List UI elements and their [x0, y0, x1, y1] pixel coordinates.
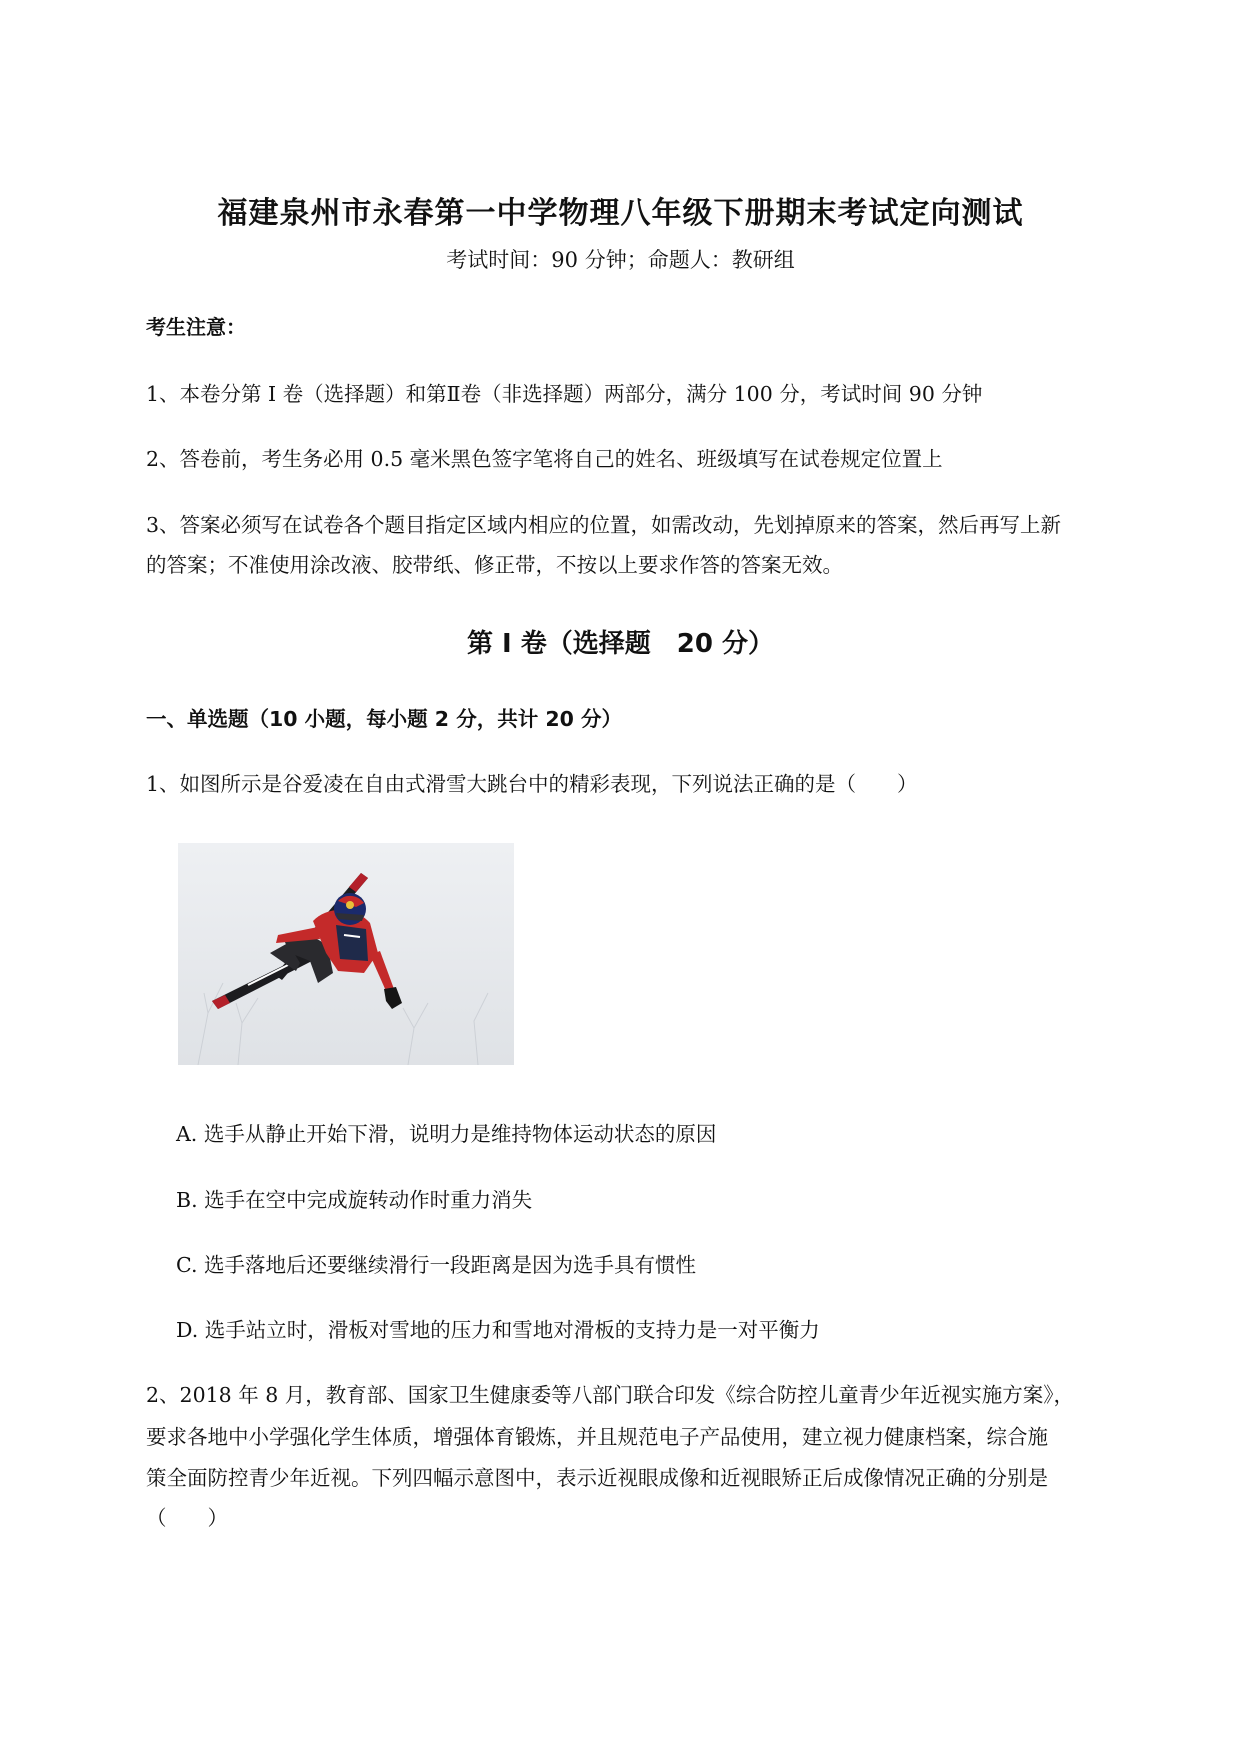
- notice-heading: 考生注意：: [146, 315, 246, 339]
- question-2-line-1: 2、2018 年 8 月，教育部、国家卫生健康委等八部门联合印发《综合防控儿童青少年近视实施方案》，: [146, 1383, 1075, 1407]
- notice-item-2: 2、答卷前，考生务必用 0.5 毫米黑色签字笔将自己的姓名、班级填写在试卷规定位置上: [146, 447, 943, 471]
- exam-info: 考试时间：90 分钟；命题人：教研组: [446, 248, 795, 272]
- question-2-line-4: （ ）: [146, 1506, 228, 1530]
- section-title: 第 I 卷（选择题 20 分）: [466, 629, 774, 659]
- question-1-stem: 1、如图所示是谷爱凌在自由式滑雪大跳台中的精彩表现，下列说法正确的是（ ）: [146, 772, 918, 796]
- page-title: 福建泉州市永春第一中学物理八年级下册期末考试定向测试: [217, 196, 1024, 231]
- question-2-line-3: 策全面防控青少年近视。下列四幅示意图中，表示近视眼成像和近视眼矫正后成像情况正确的分别是: [146, 1466, 1048, 1490]
- notice-item-1: 1、本卷分第 I 卷（选择题）和第Ⅱ卷（非选择题）两部分，满分 100 分，考试时间 90 分钟: [146, 382, 983, 406]
- option-a: A. 选手从静止开始下滑，说明力是维持物体运动状态的原因: [176, 1122, 717, 1146]
- part-heading: 一、单选题（10 小题，每小题 2 分，共计 20 分）: [146, 707, 623, 731]
- option-d: D. 选手站立时，滑板对雪地的压力和雪地对滑板的支持力是一对平衡力: [176, 1318, 820, 1342]
- option-b: B. 选手在空中完成旋转动作时重力消失: [176, 1188, 533, 1212]
- skier-photo: [178, 843, 514, 1065]
- notice-item-3-continued: 的答案；不准使用涂改液、胶带纸、修正带，不按以上要求作答的答案无效。: [146, 553, 843, 577]
- notice-item-3: 3、答案必须写在试卷各个题目指定区域内相应的位置，如需改动，先划掉原来的答案，然后再写上新: [146, 513, 1062, 537]
- option-c: C. 选手落地后还要继续滑行一段距离是因为选手具有惯性: [176, 1253, 696, 1277]
- question-2-line-2: 要求各地中小学强化学生体质，增强体育锻炼，并且规范电子产品使用，建立视力健康档案，综合施: [146, 1425, 1048, 1449]
